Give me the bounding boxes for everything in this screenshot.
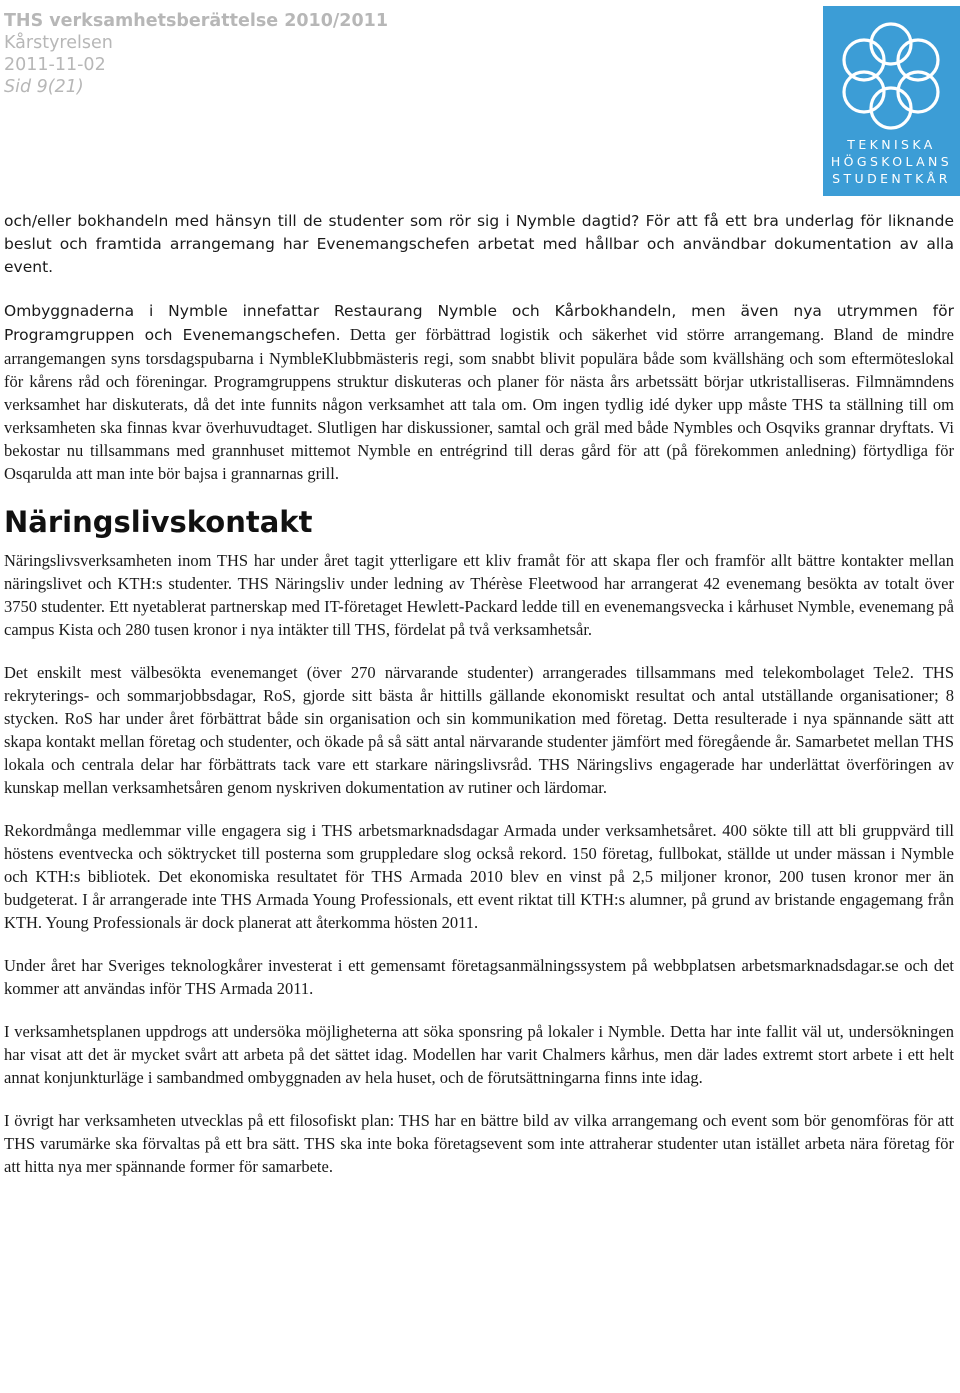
paragraph-naringsliv-1: Näringslivsverksamheten inom THS har under året tagit ytterligare ett kliv framåt för att skapa fler och framför allt bättre kontakter mellan näringslivet och KTH:s studenter. THS Näringsliv under ledning av Thérèse Fleetwood har arrangerat 42 evenemang besökta av totalt över 3750 studenter. Ett nyetablerat partnerskap med IT-företaget Hewlett-Packard ledde till en evenemangsvecka i kårhuset Nymble, evenemang på campus Kista och 280 tusen kronor i nya intäkter till THS, fördelat på två verksamhetsår.	[4, 551, 954, 639]
page-number: Sid 9(21)	[4, 77, 84, 97]
paragraph-naringsliv-2: Det enskilt mest välbesökta evenemanget (över 270 närvarande studenter) arrangerades tillsammans med telekombolaget Tele2. THS rekryterings- och sommarjobbsdagar, RoS, gjorde sitt bästa år hittills gällande ekonomiskt resultat och antal utställande organisationer; 8 stycken. RoS har under året förbättrat både sin organisation och sin kommunikation med företag. Detta resulterade i nya spännande sätt att skapa kontakt mellan företag och studenter, och ökade på så sätt antal närvarande studenter jämfört med föregående år. Samarbetet mellan THS lokala och centrala delar har förbättrats tack vare ett starkare näringslivsråd. THS Näringslivs engagerade har underlättat överföringen av kunskap mellan verksamhetsåren genom nyskriven dokumentation av rutiner och lärdomar.	[4, 663, 954, 797]
logo-text-line-1: TEKNISKA	[847, 137, 936, 152]
ths-logo	[823, 6, 960, 196]
paragraph-dokumentation: och/eller bokhandeln med hänsyn till de studenter som rör sig i Nymble dagtid? För att få ett bra underlag för liknande beslut och framtida arrangemang har Evenemangschefen arbetat med hållbar och användbar dokumentation av alla event.	[4, 212, 954, 276]
paragraph-ombyggnader-rest: Detta ger förbättrad logistik och säkerhet vid större arrangemang. Bland de mindre arrangemangen syns torsdagspubarna i NymbleKlubbmästeris regi, som snabbt blivit populära både som kvällshäng och som eftermöteslokal för kårens råd och föreningar. Programgruppens struktur diskuteras och planer för nästa års arbetssätt börjar utkristalliseras. Filmnämndens verksamhet har diskuterats, då det inte funnits någon verksamhet att tala om. Om ingen tydlig idé dyker upp måste THS ta ställning till om verksamheten ska finnas kvar överhuvudtaget. Slutligen har diskussioner, samtal och gräl med både Nymbles och Osqviks grannar dryftats. Vi bekostar nu tillsammans med grannhuset mittemot Nymble en entrégrind till deras gård för att (på förekommen anledning) förtydliga för Osqarulda att man inte bör bajsa i grannarnas grill.	[4, 325, 954, 483]
rings-logo-icon	[832, 20, 950, 132]
paragraph-ombyggnader-lead: Ombyggnaderna i Nymble innefattar Restaurang Nymble och Kårbokhandeln, men även nya utrymmen för Programgruppen och Evenemangschefen.	[4, 302, 954, 344]
page-header	[4, 10, 388, 98]
paragraph-filosofiskt-plan: I övrigt har verksamheten utvecklas på ett filosofiskt plan: THS har en bättre bild av vilka arrangemang och event som bör genomföras för att THS varumärke ska förvaltas på ett bra sätt. THS ska inte boka företagsevent som inte attraherar studenter utan istället arbeta nära företag för att hitta nya mer spännande former för samarbete.	[4, 1111, 954, 1176]
document-body	[4, 210, 954, 1198]
document-organization: Kårstyrelsen	[4, 33, 113, 53]
document-title: THS verksamhetsberättelse 2010/2011	[4, 11, 389, 31]
section-heading: Näringslivskontakt	[4, 505, 313, 539]
logo-text-line-3: STUDENTKÅR	[832, 171, 951, 186]
paragraph-sponsring: I verksamhetsplanen uppdrogs att undersöka möjligheterna att söka sponsring på lokaler i Nymble. Detta har inte fallit väl ut, undersökningen har visat att det är mycket svårt att arbeta på det sättet idag. Modellen har varit Chalmers kårhus, men där lades extremt stort arbete i ett helt annat konjunkturläge i sambandmed ombyggnaden av hela huset, och de förutsättningarna finns inte idag.	[4, 1022, 954, 1087]
paragraph-ombyggnader	[4, 299, 954, 485]
paragraph-foretagsanmalan: Under året har Sveriges teknologkårer investerat i ett gemensamt företagsanmälningssystem på webbplatsen arbetsmarknadsdagar.se och det kommer att användas inför THS Armada 2011.	[4, 956, 954, 998]
paragraph-armada: Rekordmånga medlemmar ville engagera sig i THS arbetsmarknadsdagar Armada under verksamhetsåret. 400 sökte till att bli gruppvärd till höstens eventvecka och söktrycket till posterna som gruppledare slog också rekord. 150 företag, fullbokat, ställde ut under mässan i Nymble och KTH:s bibliotek. Det ekonomiska resultatet för THS Armada 2010 blev en vinst på 2,5 miljoner kronor, 200 tusen kronor mer än budgeterat. I år arrangerade inte THS Armada Young Professionals, ett event riktat till KTH:s alumner, på grund av bristande engagemang från KTH. Young Professionals är dock planerat att återkomma hösten 2011.	[4, 821, 954, 932]
logo-text-line-2: HÖGSKOLANS	[830, 154, 953, 169]
document-date: 2011-11-02	[4, 55, 106, 75]
